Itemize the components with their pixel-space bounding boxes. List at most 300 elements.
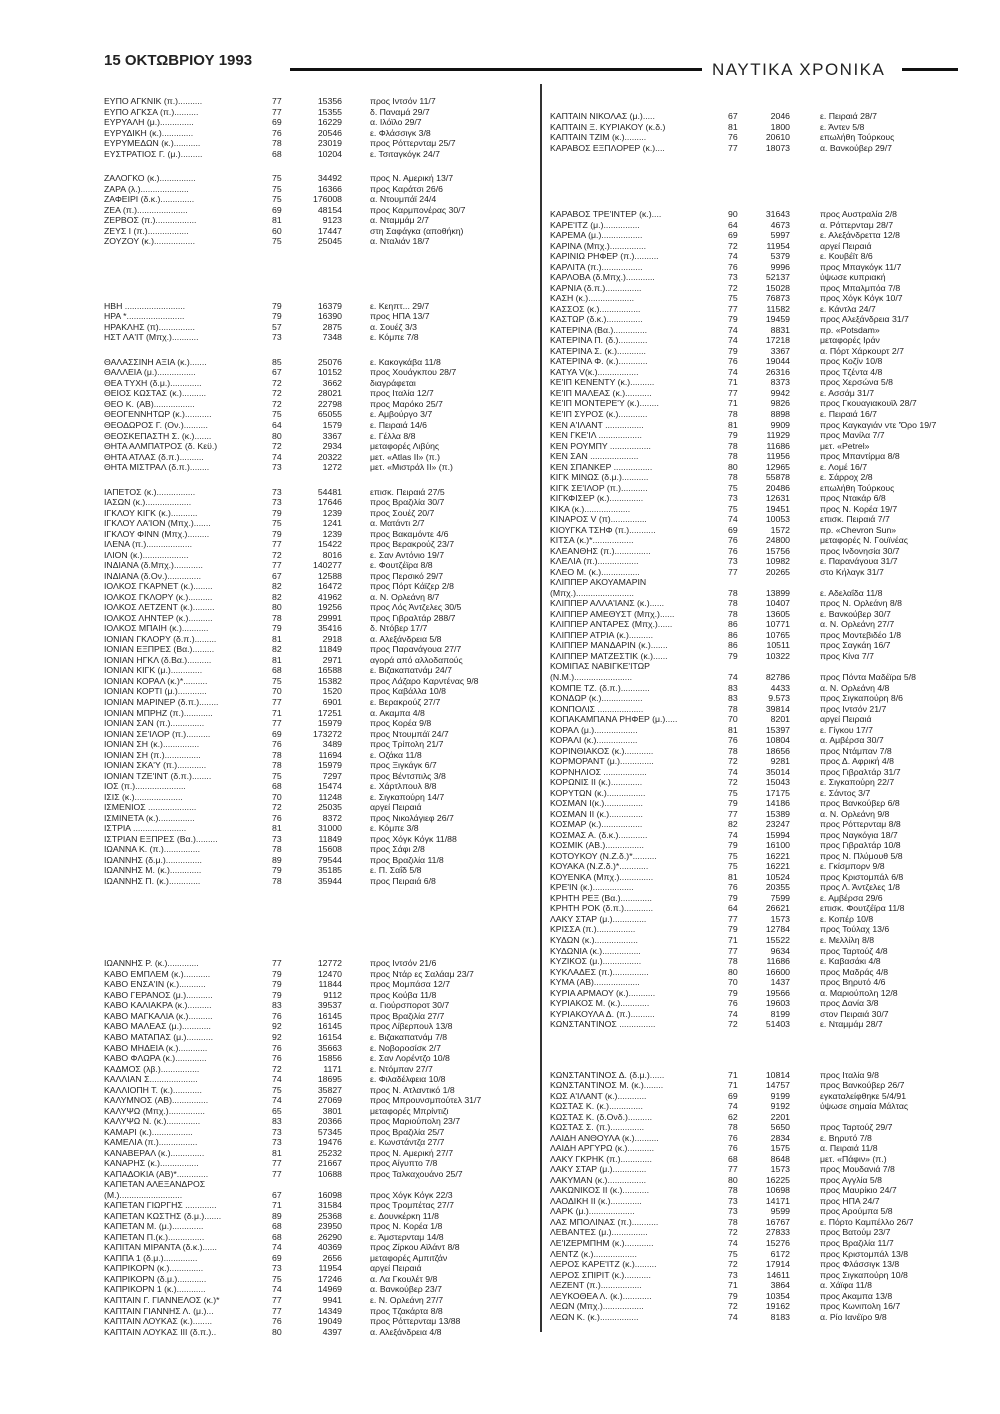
ship-year: 73 xyxy=(728,272,738,283)
ship-tonnage: 79544 xyxy=(317,854,342,865)
ship-status: προς Βανκούβερ 26/7 xyxy=(820,1080,905,1091)
ship-name: ΚΩΝΣΤΑΝΤΙΝΟΣ ............... xyxy=(550,1019,656,1030)
ship-status: α. Ν. Ορλεάνη 27/7 xyxy=(820,619,895,630)
ship-name: ΙΟΝΙΑΝ ΚΙΓΚ (μ.)............. xyxy=(104,665,203,676)
ship-name: ΚΥΚΛΑΔΕΣ (π.)............... xyxy=(550,966,649,977)
ship-name: ΚΑΛΥΜΝΟΣ (ΑΒ)............... xyxy=(104,1095,209,1106)
ship-year: 78 xyxy=(728,608,738,619)
ship-name: ΚΛΕΑΝΘΗΣ (π.)............... xyxy=(550,545,651,556)
ship-status: προς Τζέντα 4/8 xyxy=(820,366,883,377)
ship-status: προς Ταρτούζ 29/7 xyxy=(820,1122,893,1133)
ship-name: ΚΑΡΙΝΙΩ ΡΗΦΕΡ (π.).......... xyxy=(550,251,659,262)
ship-status: α. Σουέζ 3/3 xyxy=(370,321,417,332)
ship-status: προς Μοντεβιδέο 1/8 xyxy=(820,629,902,640)
ship-status: προς Μανίλα 7/7 xyxy=(820,430,885,440)
ship-tonnage: 19451 xyxy=(765,503,790,514)
ship-name: ΛΑΚΩΝΙΚΟΣ ΙΙ (κ.)........... xyxy=(550,1185,649,1196)
ship-name: ΚΟΝΠΟΛΙΣ ................... xyxy=(550,703,644,714)
ship-tonnage: 9599 xyxy=(770,1206,790,1217)
ship-name: ΚΙΝΑΡΟΣ V (π)............... xyxy=(550,514,647,525)
ship-tonnage: 3367 xyxy=(770,345,790,356)
ship-tonnage: 16767 xyxy=(765,1216,790,1227)
ship-year: 74 xyxy=(728,514,738,525)
ship-year: 72 xyxy=(272,388,282,399)
ship-status: μετ. «Atlas II» (π.) xyxy=(370,451,440,462)
ship-status: προς Ρόττερνταμ 25/7 xyxy=(370,138,456,149)
ship-status: ε. Νταμμάμ 28/7 xyxy=(820,1019,883,1030)
ship-tonnage: 15979 xyxy=(317,718,342,728)
ship-name: ΚΑΠΤΑΙΝ ΓΙΑΝΝΗΣ Λ. (μ.)... xyxy=(104,1305,214,1316)
ship-name: ΙΩΑΝΝΑ Κ. (π.)............... xyxy=(104,844,200,855)
ship-name: ΚΟΝΔΩΡ (κ.)................. xyxy=(550,693,643,703)
ship-year: 72 xyxy=(728,1259,738,1269)
ship-year: 78 xyxy=(272,844,282,855)
ship-year: 73 xyxy=(272,1263,282,1274)
ship-status: στον Πειραιά 30/7 xyxy=(820,1008,889,1019)
ship-name: ΚΛΙΠΠΕΡ ΑΜΕΘΥΣΤ (Μπχ.)...... xyxy=(550,608,675,619)
ship-status: προς Τρίπολη 21/7 xyxy=(370,739,444,749)
ship-name: ΙΝΔΙΑΝΑ (δ.Ον.).............. xyxy=(104,570,202,581)
ship-tonnage: 20546 xyxy=(317,127,342,138)
ship-entry xyxy=(104,148,534,160)
ship-status: προς Κωνιπολη 16/7 xyxy=(820,1301,901,1312)
ship-tonnage: 19459 xyxy=(765,314,790,325)
ship-name: ΚΑΜΑΡΙ (κ.)................. xyxy=(104,1126,193,1137)
ship-status: αγορά από αλλοδαπούς xyxy=(370,654,463,665)
ship-status: ε. Κωνστάντζα 27/7 xyxy=(370,1137,445,1148)
ship-year: 75 xyxy=(728,482,738,493)
ship-tonnage: 176008 xyxy=(313,194,342,205)
ship-name: ΚΑΠΕΤΑΝ Μ. (μ.)............. xyxy=(104,1221,204,1232)
ship-year: 86 xyxy=(728,629,738,640)
ship-name: ΚΙΤΣΑ (κ.)*................. xyxy=(550,535,634,546)
ship-name: ΚΑΝΑΒΕΡΑΛ (κ.).............. xyxy=(104,1147,205,1158)
ship-status: προς Ναγκόγια 18/7 xyxy=(820,829,898,840)
ship-name: ΙΟΝΙΑΝ ΕΞΠΡΕΣ (Βα.)......... xyxy=(104,644,215,655)
ship-name: ΙΛΙΟΝ (κ.)................... xyxy=(104,549,189,560)
ship-tonnage: 39537 xyxy=(317,1000,342,1011)
ship-tonnage: 2046 xyxy=(770,111,790,121)
ship-tonnage: 1579 xyxy=(322,420,342,430)
ship-tonnage: 31584 xyxy=(317,1200,342,1211)
ship-tonnage: 16366 xyxy=(317,183,342,194)
ship-tonnage: 19162 xyxy=(765,1301,790,1312)
ship-tonnage: 12784 xyxy=(765,924,790,935)
ship-status: προς Ιταλία 12/7 xyxy=(370,388,434,399)
ship-status: α. Μαριούπολη 12/8 xyxy=(820,987,898,998)
ship-year: 71 xyxy=(728,935,738,945)
ship-tonnage: 5379 xyxy=(770,251,790,262)
ship-tonnage: 24800 xyxy=(765,535,790,546)
ship-year: 86 xyxy=(728,640,738,651)
ship-name: ΘΕΟ Κ. (ΑΒ)................. xyxy=(104,398,195,409)
ship-name: ΚΑΡΝΙΑ (δ.π.)............... xyxy=(550,282,642,293)
ship-year: 74 xyxy=(272,1074,282,1084)
ship-tonnage: 14611 xyxy=(766,1269,790,1280)
ship-year: 62 xyxy=(728,1111,738,1122)
ship-name: ΚΑΡΑΒΟΣ ΤΡΕ'ΙΝΤΕΡ (κ.).... xyxy=(550,209,662,220)
ship-year: 79 xyxy=(728,892,738,903)
ship-name: ΘΕΟΓΕΝΝΗΤΩΡ (κ.)........... xyxy=(104,409,212,420)
ship-year: 72 xyxy=(272,549,282,560)
ship-status: προς Ζίρκου Αϊλάντ 8/8 xyxy=(370,1242,460,1253)
ship-tonnage: 35944 xyxy=(317,875,342,886)
ship-status: προς Ντάμπαν 7/8 xyxy=(820,745,892,756)
ship-year: 79 xyxy=(272,865,282,876)
ship-name: ΚΑΒΟ ΕΝΣΑ'ΙΝ (κ.)........... xyxy=(104,979,206,990)
ship-name: ΚΕΝ ΓΚΕ'ΙΛ .................. xyxy=(550,430,642,440)
ship-status: προς Ν. Πλύμουθ 5/8 xyxy=(820,850,903,861)
ship-tonnage: 11694 xyxy=(318,749,342,760)
ship-year: 57 xyxy=(272,321,282,332)
ship-status: προς Βανκούβερ 6/8 xyxy=(820,798,900,809)
ship-name: ΚΟΡΑΛ (μ.).................. xyxy=(550,724,638,735)
ship-status: προς Ν. Ορλεάνη 8/8 xyxy=(820,598,902,609)
ship-status: προς Ντάρ ες Σαλάαμ 23/7 xyxy=(370,968,474,979)
ship-year: 77 xyxy=(272,1158,282,1169)
ship-year: 77 xyxy=(728,808,738,819)
ship-year: 77 xyxy=(272,560,282,571)
ship-tonnage: 15608 xyxy=(317,844,342,855)
ship-year: 82 xyxy=(272,644,282,655)
ship-tonnage: 35827 xyxy=(317,1084,342,1095)
ship-year: 79 xyxy=(728,430,738,440)
ship-status: ε. Σιγκαπούρη 22/7 xyxy=(820,777,895,788)
ship-status: προς Λ. Άντζελες 1/8 xyxy=(820,882,900,893)
ship-tonnage: 9281 xyxy=(770,756,790,767)
ship-status: προς Μαυρίκιο 24/7 xyxy=(820,1185,897,1196)
ship-year: 74 xyxy=(728,1311,738,1322)
ship-tonnage: 9826 xyxy=(770,398,790,409)
ship-status: α. Ρόττερνταμ 28/7 xyxy=(820,219,894,230)
ship-tonnage: 11954 xyxy=(318,1263,342,1274)
ship-tonnage: 20322 xyxy=(317,451,342,462)
ship-status: προς Μαριούπολη 23/7 xyxy=(370,1116,461,1127)
ship-year: 79 xyxy=(728,798,738,809)
ship-status: διαγράφεται xyxy=(370,377,416,388)
ship-tonnage: 1239 xyxy=(322,507,342,518)
ship-name: ΛΑΙΔΗ ΑΡΓΥΡΩ (κ.)........... xyxy=(550,1143,654,1154)
ship-name: ΘΕΟΣΚΕΠΑΣΤΗ Σ. (κ.)....... xyxy=(104,430,212,441)
ship-tonnage: 23019 xyxy=(317,138,342,149)
ship-name: ΚΑΒΟ ΦΛΩΡΑ (κ.)............. xyxy=(104,1053,207,1063)
ship-status: α. Λα Γκουλέτ 9/8 xyxy=(370,1273,438,1284)
ship-year: 74 xyxy=(728,324,738,335)
ship-tonnage: 15397 xyxy=(765,724,790,735)
ship-year: 68 xyxy=(272,1231,282,1242)
ship-name: ΚΡΙΣΣΑ (π.)................ xyxy=(550,924,636,935)
ship-name: ΛΕΡΟΣ ΣΠΙΡΙΤ (κ.)........... xyxy=(550,1269,651,1280)
ship-tonnage: 25035 xyxy=(317,802,342,813)
ship-name: ΚΑΤΕΡΙΝΑ Π. (δ.)............ xyxy=(550,335,648,346)
ship-status: προς Κριστομπάλ 6/8 xyxy=(820,871,904,882)
ship-status: προς Μομπάσα 12/7 xyxy=(370,979,451,990)
ship-status: προς Σιγκαπούρη 8/6 xyxy=(820,693,903,703)
ship-year: 72 xyxy=(272,802,282,813)
ship-tonnage: 5650 xyxy=(770,1122,790,1133)
ship-tonnage: 17447 xyxy=(317,225,342,236)
ship-year: 65 xyxy=(272,1105,282,1116)
ship-status: προς Ν. Αμερική 13/7 xyxy=(370,173,454,184)
ship-year: 75 xyxy=(272,1084,282,1095)
ship-year: 73 xyxy=(272,1137,282,1148)
ship-tonnage: 27833 xyxy=(765,1227,790,1238)
ship-status: ύψωσε κυπριακή xyxy=(820,272,886,283)
ship-tonnage: 1171 xyxy=(323,1063,342,1074)
ship-tonnage: 28021 xyxy=(317,388,342,399)
ship-name: ΚΛΕΟ Μ. (κ.)................ xyxy=(550,566,640,577)
ship-name: ΚΟΣΜΑΝ Ι(κ.)................ xyxy=(550,798,643,809)
ship-tonnage: 12965 xyxy=(765,461,790,472)
ship-tonnage: 4397 xyxy=(322,1326,342,1337)
ship-status: προς Δ. Αφρική 4/8 xyxy=(820,756,895,767)
ship-name: ΚΟΡΙΝΘΙΑΚΟΣ (κ.)............ xyxy=(550,745,654,756)
ship-year: 68 xyxy=(272,781,282,792)
header-rule-right xyxy=(902,68,958,71)
ship-year: 73 xyxy=(272,833,282,844)
ship-tonnage: 20355 xyxy=(765,882,790,893)
ship-year: 76 xyxy=(272,812,282,823)
ship-status: επωλήθη Τούρκους xyxy=(820,132,895,142)
ship-year: 79 xyxy=(272,623,282,634)
ship-tonnage: 15856 xyxy=(317,1053,342,1063)
ship-name: ΕΥΠΟ ΑΓΚΣΑ (π.).......... xyxy=(104,106,199,117)
ship-tonnage: 82786 xyxy=(765,672,790,682)
ship-status: ε. Αμβούργο 3/7 xyxy=(370,409,433,420)
ship-name: ΛΑΡΚ (μ.)................... xyxy=(550,1206,635,1217)
ship-year: 71 xyxy=(272,707,282,718)
ship-tonnage: 1241 xyxy=(322,518,342,529)
ship-tonnage: 26621 xyxy=(765,903,790,914)
ship-year: 69 xyxy=(728,230,738,241)
ship-status: ε. Κόμπε 3/8 xyxy=(370,823,419,834)
ship-year: 76 xyxy=(272,1053,282,1063)
ship-tonnage: 19256 xyxy=(317,602,342,613)
ship-name: ΚΕΝ Α'ΙΛΑΝΤ ................ xyxy=(550,419,644,430)
ship-tonnage: 57345 xyxy=(317,1126,342,1137)
ship-tonnage: 20366 xyxy=(317,1116,342,1127)
ship-name: ΚΥΔΩΝΙΑ (κ.)................ xyxy=(550,945,641,956)
ship-year: 82 xyxy=(272,591,282,602)
ship-name: ΙΓΚΛΟΥ ΚΙΓΚ (κ.)........... xyxy=(104,507,198,518)
ship-tonnage: 10524 xyxy=(765,871,790,882)
ship-status: ε. Βανκούβερ 30/7 xyxy=(820,608,891,619)
ship-name: ΚΑΡΕΜΑ (μ.)................. xyxy=(550,230,643,241)
ship-tonnage: 15276 xyxy=(765,1238,790,1248)
ship-year: 79 xyxy=(272,311,282,322)
ship-tonnage: 25076 xyxy=(317,356,342,367)
ship-tonnage: 19476 xyxy=(317,1137,342,1148)
ship-tonnage: 14186 xyxy=(765,798,790,809)
ship-year: 78 xyxy=(728,409,738,419)
ship-name: ΙΣΤΡΙΑ ...................... xyxy=(104,823,187,834)
ship-status: α. Βανκούβερ 29/7 xyxy=(820,142,892,153)
ship-year: 72 xyxy=(728,1019,738,1030)
ship-year: 79 xyxy=(728,314,738,325)
ship-status: ε. Κεηπτ... 29/7 xyxy=(370,300,430,311)
ship-year: 75 xyxy=(272,675,282,686)
ship-status: προς Χόγκ Κόγκ 11/88 xyxy=(370,833,457,844)
ship-year: 76 xyxy=(728,1132,738,1143)
ship-name: ΖΕΑ (π.)..................... xyxy=(104,204,188,215)
ship-name: ΚΟΠΑΚΑΜΠΑΝΑ ΡΗΦΕΡ (μ.)..... xyxy=(550,714,678,724)
ship-status: προς Σάφι 2/8 xyxy=(370,844,425,855)
ship-name: ΚΟΜΠΕ ΤΖ. (δ.π.)............ xyxy=(550,682,650,693)
ship-status: προς Ακαμπα 13/8 xyxy=(820,1290,893,1301)
ship-name: ΙΟΛΚΟΣ ΓΚΛΟΡΥ (κ.).......... xyxy=(104,591,213,602)
ship-tonnage: 18656 xyxy=(765,745,790,756)
ship-name: ΙΟΝΙΑΝ ΗΓΚΛ (δ.Βα.).......... xyxy=(104,654,212,665)
ship-name: ΚΑΒΟ ΜΑΛΕΑΣ (μ.)............ xyxy=(104,1021,211,1032)
ship-name: ΚΥΜΑ (ΑΒ)................... xyxy=(550,977,640,987)
ship-name: ΙΟΛΚΟΣ ΛΕΤΖΕΝΤ (κ.)......... xyxy=(104,602,215,613)
ship-year: 75 xyxy=(728,787,738,798)
ship-name: ΙΟΛΚΟΣ ΜΠΑΙΗ (κ.)........... xyxy=(104,623,209,634)
ship-name: ΘΕΟΔΩΡΟΣ Γ. (Ον.).......... xyxy=(104,420,208,430)
ship-name: ΛΕΥΚΟΘΕΑ Λ. (κ.)............ xyxy=(550,1290,652,1301)
ship-year: 77 xyxy=(728,913,738,924)
ship-tonnage: 12631 xyxy=(765,493,790,504)
ship-name: ΚΩΣΤΑΣ Κ. (δ.Ονδ.).......... xyxy=(550,1111,653,1122)
ship-name: ΚΟΜΙΠΑΣ ΝΑΒΙΓΚΕ'ΙΤΩΡ xyxy=(550,661,650,672)
ship-tonnage: 15994 xyxy=(765,829,790,840)
ship-name: ΛΑΟΔΙΚΗ ΙΙ (κ.)............. xyxy=(550,1195,642,1206)
ship-year: 82 xyxy=(728,819,738,830)
ship-name: ΚΕΝ ΣΑΝ .................... xyxy=(550,451,639,461)
ship-status: προς Ταρτούζ 4/8 xyxy=(820,945,888,956)
ship-name: ΘΗΤΑ ΑΤΛΑΣ (δ.π.).......... xyxy=(104,451,204,462)
ship-name: ΚΑΡΕ'ΙΤΖ (μ.)............... xyxy=(550,219,640,230)
ship-status: επωλήθη Τούρκους xyxy=(820,482,895,493)
ship-year: 73 xyxy=(272,1126,282,1137)
ship-status: προς Πόρτ Κάϊζερ 2/8 xyxy=(370,581,454,592)
ship-year: 75 xyxy=(728,861,738,872)
ship-status: ε. Σιγκαπούρη 14/7 xyxy=(370,791,445,802)
ship-tonnage: 2875 xyxy=(322,321,342,332)
ship-name: ΚΑΤΕΡΙΝΑ Σ. (κ.)............ xyxy=(550,345,646,356)
ship-name: ΙΩΑΝΝΗΣ Μ. (κ.)............. xyxy=(104,865,202,876)
ship-tonnage: 11686 xyxy=(766,440,790,451)
ship-tonnage: 19049 xyxy=(317,1316,342,1326)
ship-tonnage: 11929 xyxy=(766,430,790,440)
ship-tonnage: 3489 xyxy=(322,739,342,749)
ship-year: 74 xyxy=(728,1238,738,1248)
ship-status: αργεί Πειραιά xyxy=(370,1263,422,1274)
ship-tonnage: 35185 xyxy=(317,865,342,876)
ship-name: ΚΑΠΤΑΙΝ Ξ. ΚΥΡΙΑΚΟΥ (κ.δ.) xyxy=(550,121,666,132)
ship-status: προς Γκουαγιακουϊλ 28/7 xyxy=(820,398,917,409)
ship-year: 81 xyxy=(728,121,738,132)
ship-entry xyxy=(550,1311,980,1323)
ship-tonnage: 2918 xyxy=(322,633,342,644)
ship-status: προς Ρόττερνταμ 8/8 xyxy=(820,819,901,830)
ship-name: ΚΟΣΜΙΚ (ΑΒ.)................ xyxy=(550,840,644,851)
ship-year: 79 xyxy=(272,300,282,311)
ship-name: ΙΟΝΙΑΝ ΚΟΡΤΙ (μ.)............ xyxy=(104,686,207,697)
ship-status: πρ. «Chevron Sun» xyxy=(820,524,897,535)
ship-year: 76 xyxy=(728,1143,738,1154)
ship-year: 75 xyxy=(272,236,282,247)
ship-name: ΚΑΠΤΑΙΝ ΛΟΥΚΑΣ (κ.)........ xyxy=(104,1316,213,1326)
ship-tonnage: 23950 xyxy=(317,1221,342,1232)
ship-name: ΙΟΝΙΑΝ ΣΗ (π.)............... xyxy=(104,749,201,760)
ship-tonnage: 15356 xyxy=(317,96,342,106)
ship-year: 74 xyxy=(272,1242,282,1253)
ship-year: 78 xyxy=(728,1122,738,1133)
ship-tonnage: 25232 xyxy=(317,1147,342,1158)
ship-year: 76 xyxy=(272,1316,282,1326)
ship-status: προς Χόγκ Κόγκ 10/7 xyxy=(820,293,903,304)
ship-year: 77 xyxy=(272,106,282,117)
ship-status: δ. Παναμά 29/7 xyxy=(370,106,430,117)
ship-year: 75 xyxy=(272,1273,282,1284)
ship-status: ε. Αμβέρσα 29/6 xyxy=(820,892,883,903)
ship-year: 73 xyxy=(272,332,282,343)
ship-status: προς Ντακάρ 6/8 xyxy=(820,493,886,504)
ship-tonnage: 31643 xyxy=(765,209,790,220)
ship-status: α. Πειραιά 11/8 xyxy=(820,1143,878,1154)
ship-year: 73 xyxy=(728,1269,738,1280)
ship-status: προς Ν. Κορέα 1/8 xyxy=(370,1221,443,1232)
ship-tonnage: 8373 xyxy=(770,377,790,388)
ship-name: ΚΑΡΛΟΒΑ (δ.Μπχ.)............ xyxy=(550,272,655,283)
ship-year: 85 xyxy=(272,356,282,367)
ship-year: 77 xyxy=(272,1305,282,1316)
ship-name: ΙΑΣΩΝ (κ.)................... xyxy=(104,497,192,508)
ship-year: 70 xyxy=(728,714,738,724)
ship-name: ΛΕΝΤΖ (κ.).................. xyxy=(550,1248,637,1259)
ship-tonnage: 16098 xyxy=(317,1189,342,1200)
ship-name: ΘΗΤΑ ΜΙΣΤΡΑΛ (δ.π.)........ xyxy=(104,462,210,472)
ship-year: 69 xyxy=(272,1252,282,1263)
ship-tonnage: 55878 xyxy=(765,472,790,483)
ship-year: 77 xyxy=(272,96,282,106)
ship-tonnage: 65055 xyxy=(317,409,342,420)
ship-status: ε. Βιζακαπατνάμ 24/7 xyxy=(370,665,452,676)
ship-name: ΚΑΛΥΨΩ (Μπχ.)............... xyxy=(104,1105,205,1116)
ship-year: 73 xyxy=(728,493,738,504)
ship-year: 75 xyxy=(272,518,282,529)
ship-year: 64 xyxy=(728,903,738,914)
ship-name: ΚΛΙΠΠΕΡ ΑΤΡΙΑ (κ.).......... xyxy=(550,629,653,640)
publication-title: ΝΑΥΤΙΚΑ ΧΡΟΝΙΚΑ xyxy=(712,60,886,79)
ship-year: 83 xyxy=(728,682,738,693)
ship-status: ύψωσε σημαία Μάλτας xyxy=(820,1101,909,1112)
ship-status: μετ. «Πάφιν» (π.) xyxy=(820,1153,887,1164)
ship-status: προς Περσικό 29/7 xyxy=(370,570,444,581)
ship-name: ΙΣΤΡΙΑΝ ΕΞΠΡΕΣ (Βα.)......... xyxy=(104,833,218,844)
ship-tonnage: 51403 xyxy=(765,1019,790,1030)
ship-status: α. Ιλόϊλο 29/7 xyxy=(370,117,422,127)
ship-tonnage: 16379 xyxy=(317,300,342,311)
ship-name: ΛΑΚΥ ΣΤΑΡ (μ.).............. xyxy=(550,1164,647,1175)
ship-status: μεταφορές Λιβύης xyxy=(370,441,440,451)
ship-year: 74 xyxy=(272,451,282,462)
ship-year: 76 xyxy=(272,1042,282,1053)
ship-status: ε. Πειραιά 14/6 xyxy=(370,420,428,430)
ship-year: 74 xyxy=(728,251,738,262)
ship-name: ΚΑΡΛΙΤΑ (π.)................. xyxy=(550,261,643,272)
ship-year: 64 xyxy=(272,420,282,430)
ship-tonnage: 9192 xyxy=(770,1101,790,1112)
ship-name: (Ν.Μ.)........................ xyxy=(550,672,633,682)
ship-tonnage: 8648 xyxy=(770,1153,790,1164)
ship-year: 78 xyxy=(728,1185,738,1196)
ship-name: ΖΕΡΒΟΣ (π.)................. xyxy=(104,215,197,226)
ship-status: προς Αλεξάνδρεια 31/7 xyxy=(820,314,909,325)
ship-year: 77 xyxy=(272,1168,282,1179)
ship-status: προς Ινδονησία 30/7 xyxy=(820,545,900,556)
